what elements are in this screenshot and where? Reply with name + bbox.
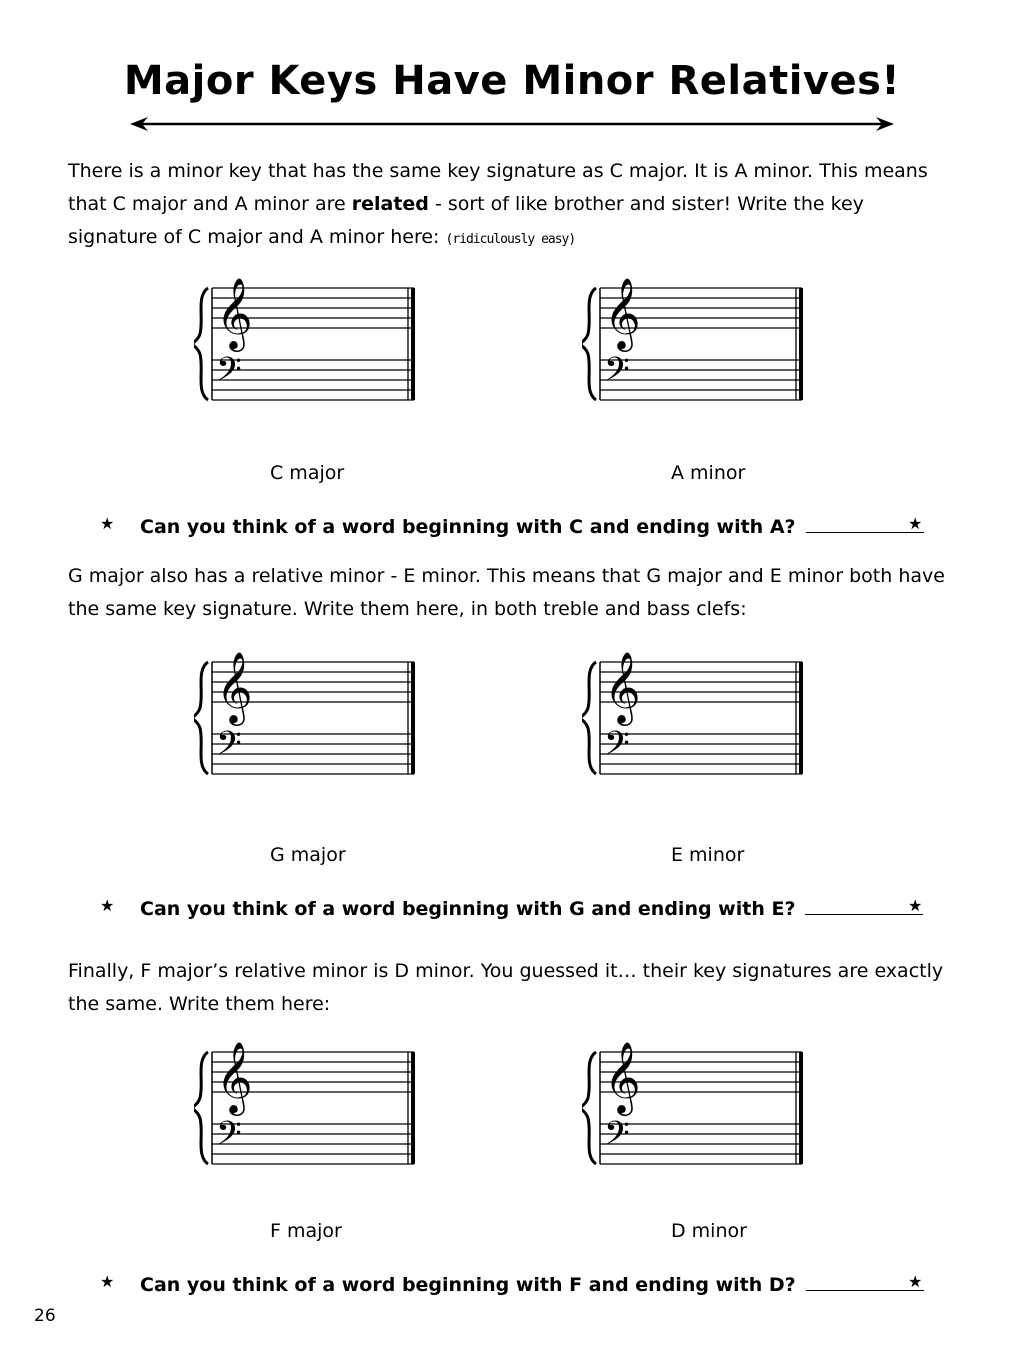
intro-line-3 — [68, 221, 968, 256]
staff-e-minor[interactable] — [582, 640, 812, 790]
staff-f-major[interactable] — [194, 1030, 424, 1180]
label-e-minor: E minor — [671, 844, 745, 866]
question-text: Can you think of a word beginning with G and ending with E? — [140, 898, 796, 920]
question-text: Can you think of a word beginning with C and ending with A? — [140, 516, 796, 538]
label-c-major: C major — [270, 462, 345, 484]
staff-d-minor[interactable] — [582, 1030, 812, 1180]
title-underline-arrow — [130, 114, 894, 134]
paragraph-g-major — [68, 560, 968, 626]
star-icon: ★ — [100, 514, 115, 533]
para2-line-1: G major also has a relative minor - E minor. This means that G major and E minor both have — [68, 565, 945, 587]
intro-line-2-text: that C major and A minor are — [68, 193, 352, 215]
answer-blank[interactable] — [806, 1272, 924, 1291]
label-d-minor: D minor — [671, 1220, 747, 1242]
label-f-major: F major — [270, 1220, 342, 1242]
staff-g-major[interactable] — [194, 640, 424, 790]
intro-line-1: There is a minor key that has the same key signature as C major. It is A minor. This means — [68, 160, 928, 182]
page-title: Major Keys Have Minor Relatives! — [123, 58, 901, 104]
intro-paragraph — [68, 155, 968, 256]
question-text: Can you think of a word beginning with F and ending with D? — [140, 1274, 796, 1296]
para2-line-2: the same key signature. Write them here, in both treble and bass clefs: — [68, 598, 747, 620]
star-icon: ★ — [100, 1272, 115, 1291]
star-icon: ★ — [908, 514, 923, 533]
answer-blank[interactable] — [806, 514, 924, 533]
handwritten-note: (ridiculously easy) — [445, 232, 576, 247]
para3-line-1: Finally, F major’s relative minor is D minor. You guessed it… their key signatures are exactly — [68, 960, 944, 982]
star-icon: ★ — [100, 896, 115, 915]
para3-line-2: the same. Write them here: — [68, 993, 331, 1015]
staff-c-major[interactable] — [194, 266, 424, 416]
intro-line-3-text: signature of C major and A minor here: — [68, 226, 440, 248]
label-g-major: G major — [270, 844, 346, 866]
intro-line-2-rest: - sort of like brother and sister! Write the key — [428, 193, 864, 215]
star-icon: ★ — [908, 1272, 923, 1291]
page-number: 26 — [34, 1306, 56, 1326]
staff-a-minor[interactable] — [582, 266, 812, 416]
related-emphasis: related — [351, 193, 429, 215]
label-a-minor: A minor — [671, 462, 746, 484]
answer-blank[interactable] — [805, 896, 923, 915]
intro-line-2 — [68, 188, 968, 221]
star-icon: ★ — [908, 896, 923, 915]
paragraph-f-major — [68, 955, 968, 1021]
